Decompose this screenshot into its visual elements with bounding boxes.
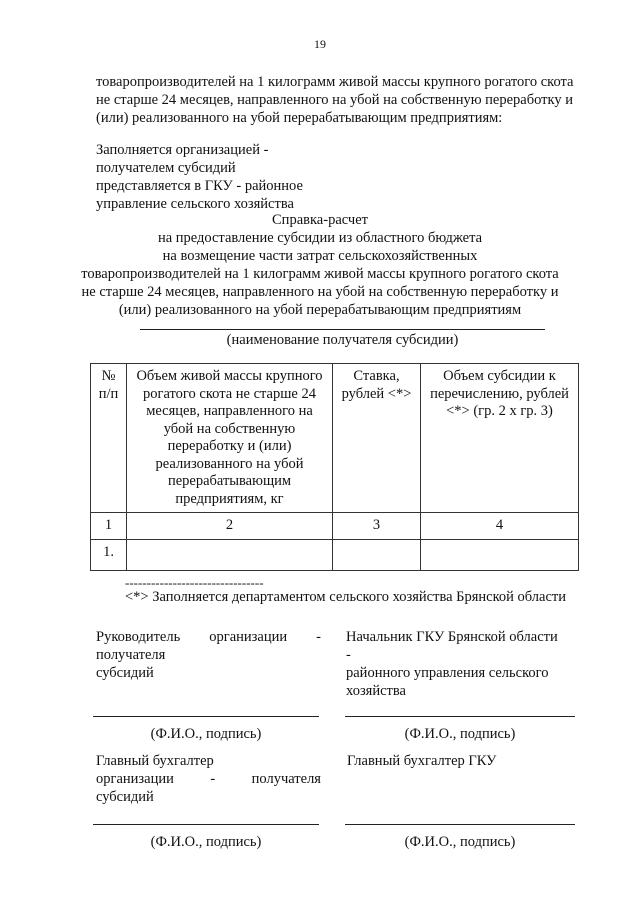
header-cell-rate: Ставка, рублей <*> (333, 364, 421, 513)
column-number-row (91, 513, 579, 540)
title-word: Руководитель (96, 629, 181, 645)
signature-line (93, 824, 319, 825)
gku-accountant-title (347, 752, 587, 770)
title-line: Начальник ГКУ Брянской области (346, 629, 558, 645)
recipient-name-line (140, 329, 545, 330)
recipient-head-title (96, 628, 321, 682)
title-word: организации (96, 771, 174, 787)
column-number: 4 (421, 513, 579, 540)
title-word: организации (209, 629, 288, 645)
title-line: районного управления сельского (346, 665, 549, 681)
subsidy-table (90, 363, 579, 571)
page-number: 19 (314, 37, 326, 51)
title-line: на предоставление субсидии из областного бюджета (157, 230, 483, 246)
table-cell[interactable]: 1. (91, 539, 127, 570)
table-cell[interactable] (333, 539, 421, 570)
title-line: субсидий (96, 789, 154, 805)
filled-note-line: управление сельского хозяйства (96, 196, 294, 212)
signature-line (345, 824, 575, 825)
gku-head-title (346, 628, 586, 700)
title-line: хозяйства (346, 683, 406, 699)
recipient-accountant-title (96, 752, 321, 806)
title-line: Главный бухгалтер (96, 753, 214, 769)
recipient-caption: (наименование получателя субсидии) (226, 332, 459, 348)
intro-line: не старше 24 месяцев, направленного на убой на собственную переработку и (96, 92, 573, 108)
table-cell[interactable] (127, 539, 333, 570)
title-word: - (316, 629, 321, 645)
table-cell[interactable] (421, 539, 579, 570)
title-line: Главный бухгалтер ГКУ (347, 753, 497, 769)
table-row (91, 539, 579, 570)
table-header-row (91, 364, 579, 513)
column-number: 2 (127, 513, 333, 540)
title-line: на возмещение части затрат сельскохозяйственных (162, 248, 478, 264)
filled-note-line: представляется в ГКУ - районное (96, 178, 303, 194)
intro-line: (или) реализованного на убой перерабатывающим предприятиям: (96, 110, 503, 126)
signature-caption: (Ф.И.О., подпись) (404, 726, 516, 742)
signature-line (345, 716, 575, 717)
title-line: (или) реализованного на убой перерабатывающим предприятиям (118, 302, 522, 318)
column-number: 1 (91, 513, 127, 540)
title-line: - (346, 647, 351, 663)
title-word: - (210, 771, 216, 787)
title-line: Справка-расчет (272, 212, 368, 228)
title-line: получателя (96, 647, 166, 663)
signature-line (93, 716, 319, 717)
signature-caption: (Ф.И.О., подпись) (404, 834, 516, 850)
column-number: 3 (333, 513, 421, 540)
title-line: не старше 24 месяцев, направленного на убой на собственную переработку и (81, 284, 559, 300)
header-cell-volume: Объем живой массы крупного рогатого скота не старше 24 месяцев, направленного на убой на собственную переработку и (или) реализованного на убой перерабатывающим предприятиям, кг (127, 364, 333, 513)
header-cell-number: № п/п (91, 364, 127, 513)
footnote: <*> Заполняется департаментом сельского хозяйства Брянской области (125, 589, 567, 605)
filled-note-line: получателем субсидий (96, 160, 236, 176)
title-line: товаропроизводителей на 1 килограмм живой массы крупного рогатого скота (81, 266, 559, 282)
title-word: получателя (251, 771, 321, 787)
title-line: субсидий (96, 665, 154, 681)
signature-caption: (Ф.И.О., подпись) (150, 726, 262, 742)
intro-paragraph (96, 73, 596, 127)
signature-caption: (Ф.И.О., подпись) (150, 834, 262, 850)
document-title (0, 211, 640, 319)
filled-note-line: Заполняется организацией - (96, 142, 269, 158)
footnote-separator: -------------------------------- (125, 575, 264, 590)
filled-by-note (96, 141, 396, 213)
header-cell-subsidy: Объем субсидии к перечислению, рублей <*> (гр. 2 х гр. 3) (421, 364, 579, 513)
intro-line: товаропроизводителей на 1 килограмм живой массы крупного рогатого скота (96, 74, 574, 90)
